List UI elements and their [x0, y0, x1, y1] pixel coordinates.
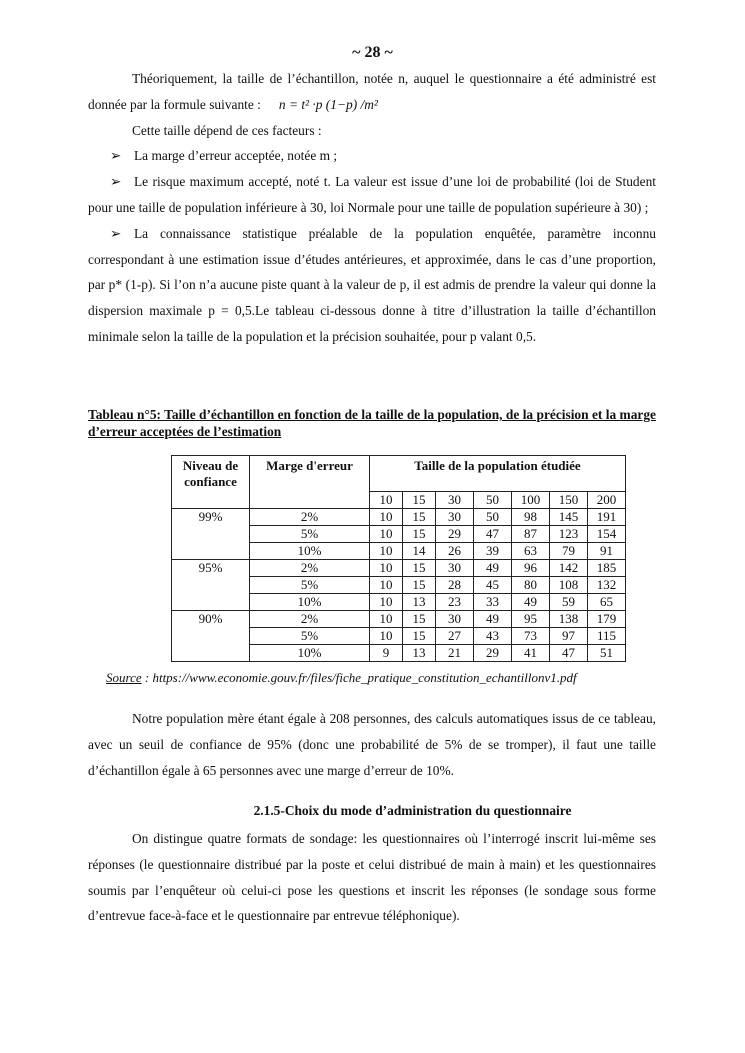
source-label: Source: [106, 670, 142, 685]
value-cell: 145: [550, 509, 588, 526]
bullet-item: [88, 221, 656, 350]
population-size: 50: [474, 492, 512, 509]
table-caption: Tableau n°5: Taille d’échantillon en fonction de la taille de la population, de la précision et la marge d’erreur acceptées de l’estimation: [88, 407, 656, 439]
value-cell: 142: [550, 560, 588, 577]
value-cell: 49: [512, 594, 550, 611]
bullet-text: La marge d’erreur acceptée, notée m ;: [134, 148, 338, 164]
value-cell: 29: [474, 645, 512, 662]
population-size: 200: [588, 492, 626, 509]
value-cell: 10: [370, 594, 403, 611]
value-cell: 29: [436, 526, 474, 543]
confidence-level: 99%: [172, 509, 250, 560]
value-cell: 33: [474, 594, 512, 611]
value-cell: 154: [588, 526, 626, 543]
table-source: [106, 670, 577, 686]
section-title: 2.1.5-Choix du mode d’administration du questionnaire: [253, 803, 572, 818]
margin-cell: 10%: [250, 543, 370, 560]
value-cell: 23: [436, 594, 474, 611]
value-cell: 138: [550, 611, 588, 628]
value-cell: 97: [550, 628, 588, 645]
population-size: 150: [550, 492, 588, 509]
value-cell: 73: [512, 628, 550, 645]
value-cell: 30: [436, 560, 474, 577]
arrow-bullet-icon: ➢: [110, 148, 122, 164]
header-margin: Marge d'erreur: [250, 456, 370, 509]
value-cell: 50: [474, 509, 512, 526]
value-cell: 10: [370, 577, 403, 594]
value-cell: 47: [474, 526, 512, 543]
value-cell: 15: [403, 628, 436, 645]
value-cell: 59: [550, 594, 588, 611]
table-header-row: [172, 456, 626, 492]
arrow-bullet-icon: ➢: [110, 174, 122, 190]
value-cell: 10: [370, 543, 403, 560]
value-cell: 43: [474, 628, 512, 645]
population-size: 15: [403, 492, 436, 509]
value-cell: 10: [370, 526, 403, 543]
population-size: 30: [436, 492, 474, 509]
value-cell: 15: [403, 526, 436, 543]
margin-cell: 2%: [250, 611, 370, 628]
value-cell: 30: [436, 611, 474, 628]
margin-cell: 5%: [250, 577, 370, 594]
table-row: [172, 509, 626, 526]
value-cell: 30: [436, 509, 474, 526]
sample-size-table: [171, 455, 626, 662]
value-cell: 179: [588, 611, 626, 628]
section-paragraph: On distingue quatre formats de sondage: les questionnaires où l’interrogé inscrit lui-même ses réponses (le questionnaire distribué par la poste et celui distribué de main à main) et les questionnaires soumis par l’enquêteur où celui-ci pose les questions et inscrit les réponses (le sondage sous forme d’entrevue face-à-face et le questionnaire par entrevue téléphonique).: [88, 831, 656, 924]
value-cell: 15: [403, 611, 436, 628]
value-cell: 191: [588, 509, 626, 526]
population-size: 100: [512, 492, 550, 509]
margin-cell: 5%: [250, 628, 370, 645]
value-cell: 26: [436, 543, 474, 560]
value-cell: 41: [512, 645, 550, 662]
table-row: [172, 611, 626, 628]
value-cell: 10: [370, 509, 403, 526]
margin-cell: 10%: [250, 594, 370, 611]
value-cell: 28: [436, 577, 474, 594]
value-cell: 15: [403, 509, 436, 526]
bullet-text: La connaissance statistique préalable de la population enquêtée, paramètre inconnu correspondant à une estimation issue d’études antérieures, et approximée, dans le cas d’une proportion, par p* (1-p). Si l’on n’a aucune piste quant à la valeur de p, il est admis de prendre la valeur qui donne la dispersion maximale p = 0,5.Le tableau ci-dessous donne à titre d’illustration la taille d’échantillon minimale selon la taille de la population et la précision souhaitée, pour p valant 0,5.: [88, 225, 656, 344]
value-cell: 13: [403, 645, 436, 662]
header-population: Taille de la population étudiée: [370, 456, 626, 492]
value-cell: 9: [370, 645, 403, 662]
value-cell: 96: [512, 560, 550, 577]
value-cell: 51: [588, 645, 626, 662]
value-cell: 10: [370, 611, 403, 628]
conclusion-paragraph: Notre population mère étant égale à 208 personnes, des calculs automatiques issus de ce tableau, avec un seuil de confiance de 95% (donc une probabilité de 5% de se tromper), il faut une taille d’échantillon égale à 65 personnes avec une marge d’erreur de 10%.: [88, 711, 656, 778]
margin-cell: 5%: [250, 526, 370, 543]
bullet-item: [88, 143, 656, 169]
confidence-level: 90%: [172, 611, 250, 662]
population-size: 10: [370, 492, 403, 509]
value-cell: 49: [474, 560, 512, 577]
factors-intro: Cette taille dépend de ces facteurs :: [132, 122, 322, 138]
value-cell: 10: [370, 628, 403, 645]
confidence-level: 95%: [172, 560, 250, 611]
value-cell: 95: [512, 611, 550, 628]
margin-cell: 2%: [250, 560, 370, 577]
value-cell: 10: [370, 560, 403, 577]
value-cell: 108: [550, 577, 588, 594]
value-cell: 21: [436, 645, 474, 662]
page-number: ~ 28 ~: [352, 44, 393, 61]
value-cell: 45: [474, 577, 512, 594]
value-cell: 98: [512, 509, 550, 526]
value-cell: 91: [588, 543, 626, 560]
value-cell: 14: [403, 543, 436, 560]
value-cell: 115: [588, 628, 626, 645]
section-body: [88, 826, 656, 929]
value-cell: 15: [403, 577, 436, 594]
table-row: [172, 560, 626, 577]
value-cell: 132: [588, 577, 626, 594]
value-cell: 80: [512, 577, 550, 594]
value-cell: 27: [436, 628, 474, 645]
header-confidence: Niveau de confiance: [172, 456, 250, 509]
value-cell: 79: [550, 543, 588, 560]
conclusion-section: [88, 706, 656, 783]
value-cell: 39: [474, 543, 512, 560]
arrow-bullet-icon: ➢: [110, 225, 122, 241]
value-cell: 63: [512, 543, 550, 560]
sample-size-formula: n = t² ·p (1−p) /m²: [278, 96, 378, 112]
value-cell: 49: [474, 611, 512, 628]
intro-text: Théoriquement, la taille de l’échantillon, notée n, auquel le questionnaire a été administré est donnée par la formule suivante :: [88, 71, 656, 112]
value-cell: 15: [403, 560, 436, 577]
value-cell: 87: [512, 526, 550, 543]
value-cell: 185: [588, 560, 626, 577]
source-url: : https://www.economie.gouv.fr/files/fiche_pratique_constitution_echantillonv1.pdf: [141, 670, 577, 685]
margin-cell: 2%: [250, 509, 370, 526]
bullet-item: [88, 169, 656, 221]
value-cell: 65: [588, 594, 626, 611]
intro-section: [88, 66, 656, 350]
value-cell: 47: [550, 645, 588, 662]
bullet-text: Le risque maximum accepté, noté t. La valeur est issue d’une loi de probabilité (loi de Student pour une taille de population inférieure à 30, loi Normale pour une taille de population supérieure à 30) ;: [88, 174, 656, 215]
value-cell: 13: [403, 594, 436, 611]
value-cell: 123: [550, 526, 588, 543]
margin-cell: 10%: [250, 645, 370, 662]
intro-paragraph: [88, 66, 656, 118]
